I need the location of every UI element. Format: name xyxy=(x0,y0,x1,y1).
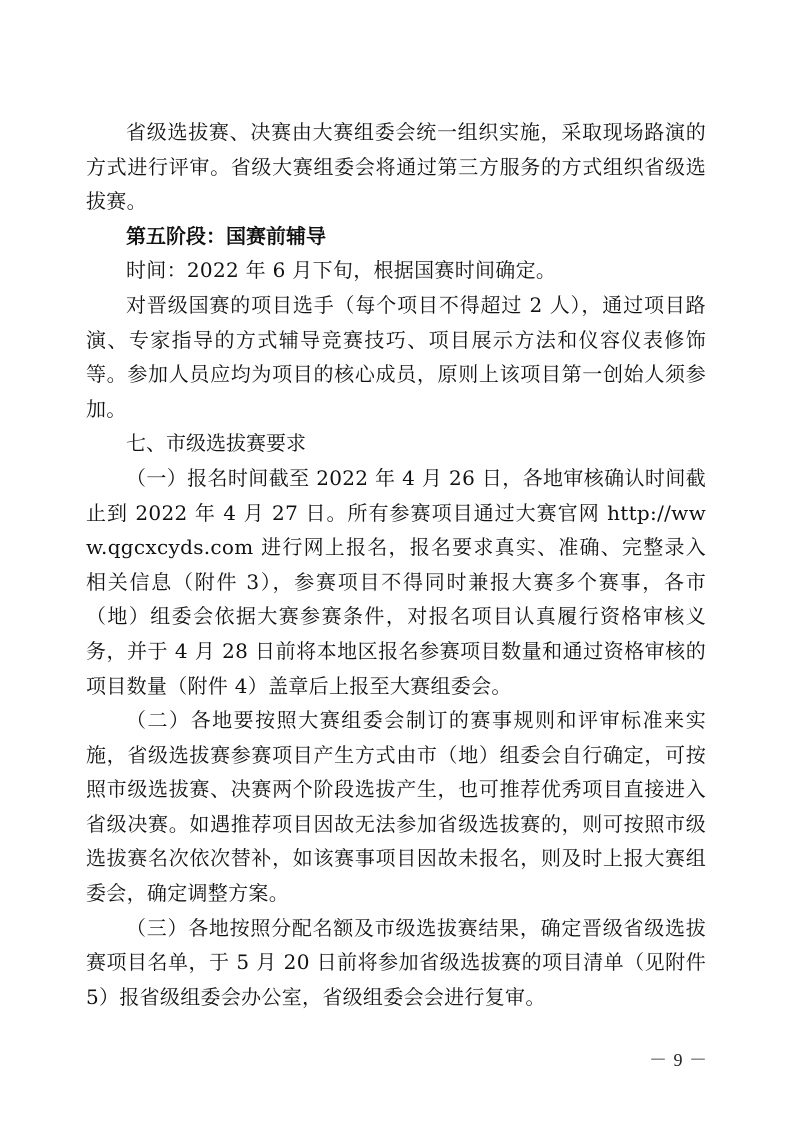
paragraph-quota: （三）各地按照分配名额及市级选拔赛结果，确定晋级省级选拔赛项目名单，于 5 月 20 日前将参加省级选拔赛的项目清单（见附件 5）报省级组委会办公室，省级组委会会进行复审。 xyxy=(86,915,706,1009)
page-number: － 9 － xyxy=(649,1050,708,1070)
stage-five-heading: 第五阶段：国赛前辅导 xyxy=(126,223,326,248)
document-body xyxy=(86,115,706,1014)
paragraph-registration: （一）报名时间截至 2022 年 4 月 26 日，各地审核确认时间截止到 2022 年 4 月 27 日。所有参赛项目通过大赛官网 http://www.qgcxcyds.com 进行网上报名，报名要求真实、准确、完整录入相关信息（附件 3），参赛项目不得同时兼报大赛多个赛事，各市（地）组委会依据大赛参赛条件，对报名项目认真履行资格审核义务，并于 4 月 28 日前将本地区报名参赛项目数量和通过资格审核的项目数量（附件 4）盖章后上报至大赛组委会。 xyxy=(86,465,706,698)
paragraph-stage-five-coaching: 对晋级国赛的项目选手（每个项目不得超过 2 人），通过项目路演、专家指导的方式辅导竞赛技巧、项目展示方法和仪容仪表修饰等。参加人员应均为项目的核心成员，原则上该项目第一创始人须参加。 xyxy=(86,292,706,421)
paragraph-rules: （二）各地要按照大赛组委会制订的赛事规则和评审标准来实施，省级选拔赛参赛项目产生方式由市（地）组委会自行确定，可按照市级选拔赛、决赛两个阶段选拔产生，也可推荐优秀项目直接进入省级决赛。如遇推荐项目因故无法参加省级选拔赛的，则可按照市级选拔赛名次依次替补，如该赛事项目因故未报名，则及时上报大赛组委会，确定调整方案。 xyxy=(86,708,706,906)
paragraph-stage-five-time: 时间：2022 年 6 月下旬，根据国赛时间确定。 xyxy=(126,258,557,283)
paragraph-provincial-selection: 省级选拔赛、决赛由大赛组委会统一组织实施，采取现场路演的方式进行评审。省级大赛组委会将通过第三方服务的方式组织省级选拔赛。 xyxy=(86,120,706,214)
section-seven-heading: 七、市级选拔赛要求 xyxy=(126,431,306,456)
